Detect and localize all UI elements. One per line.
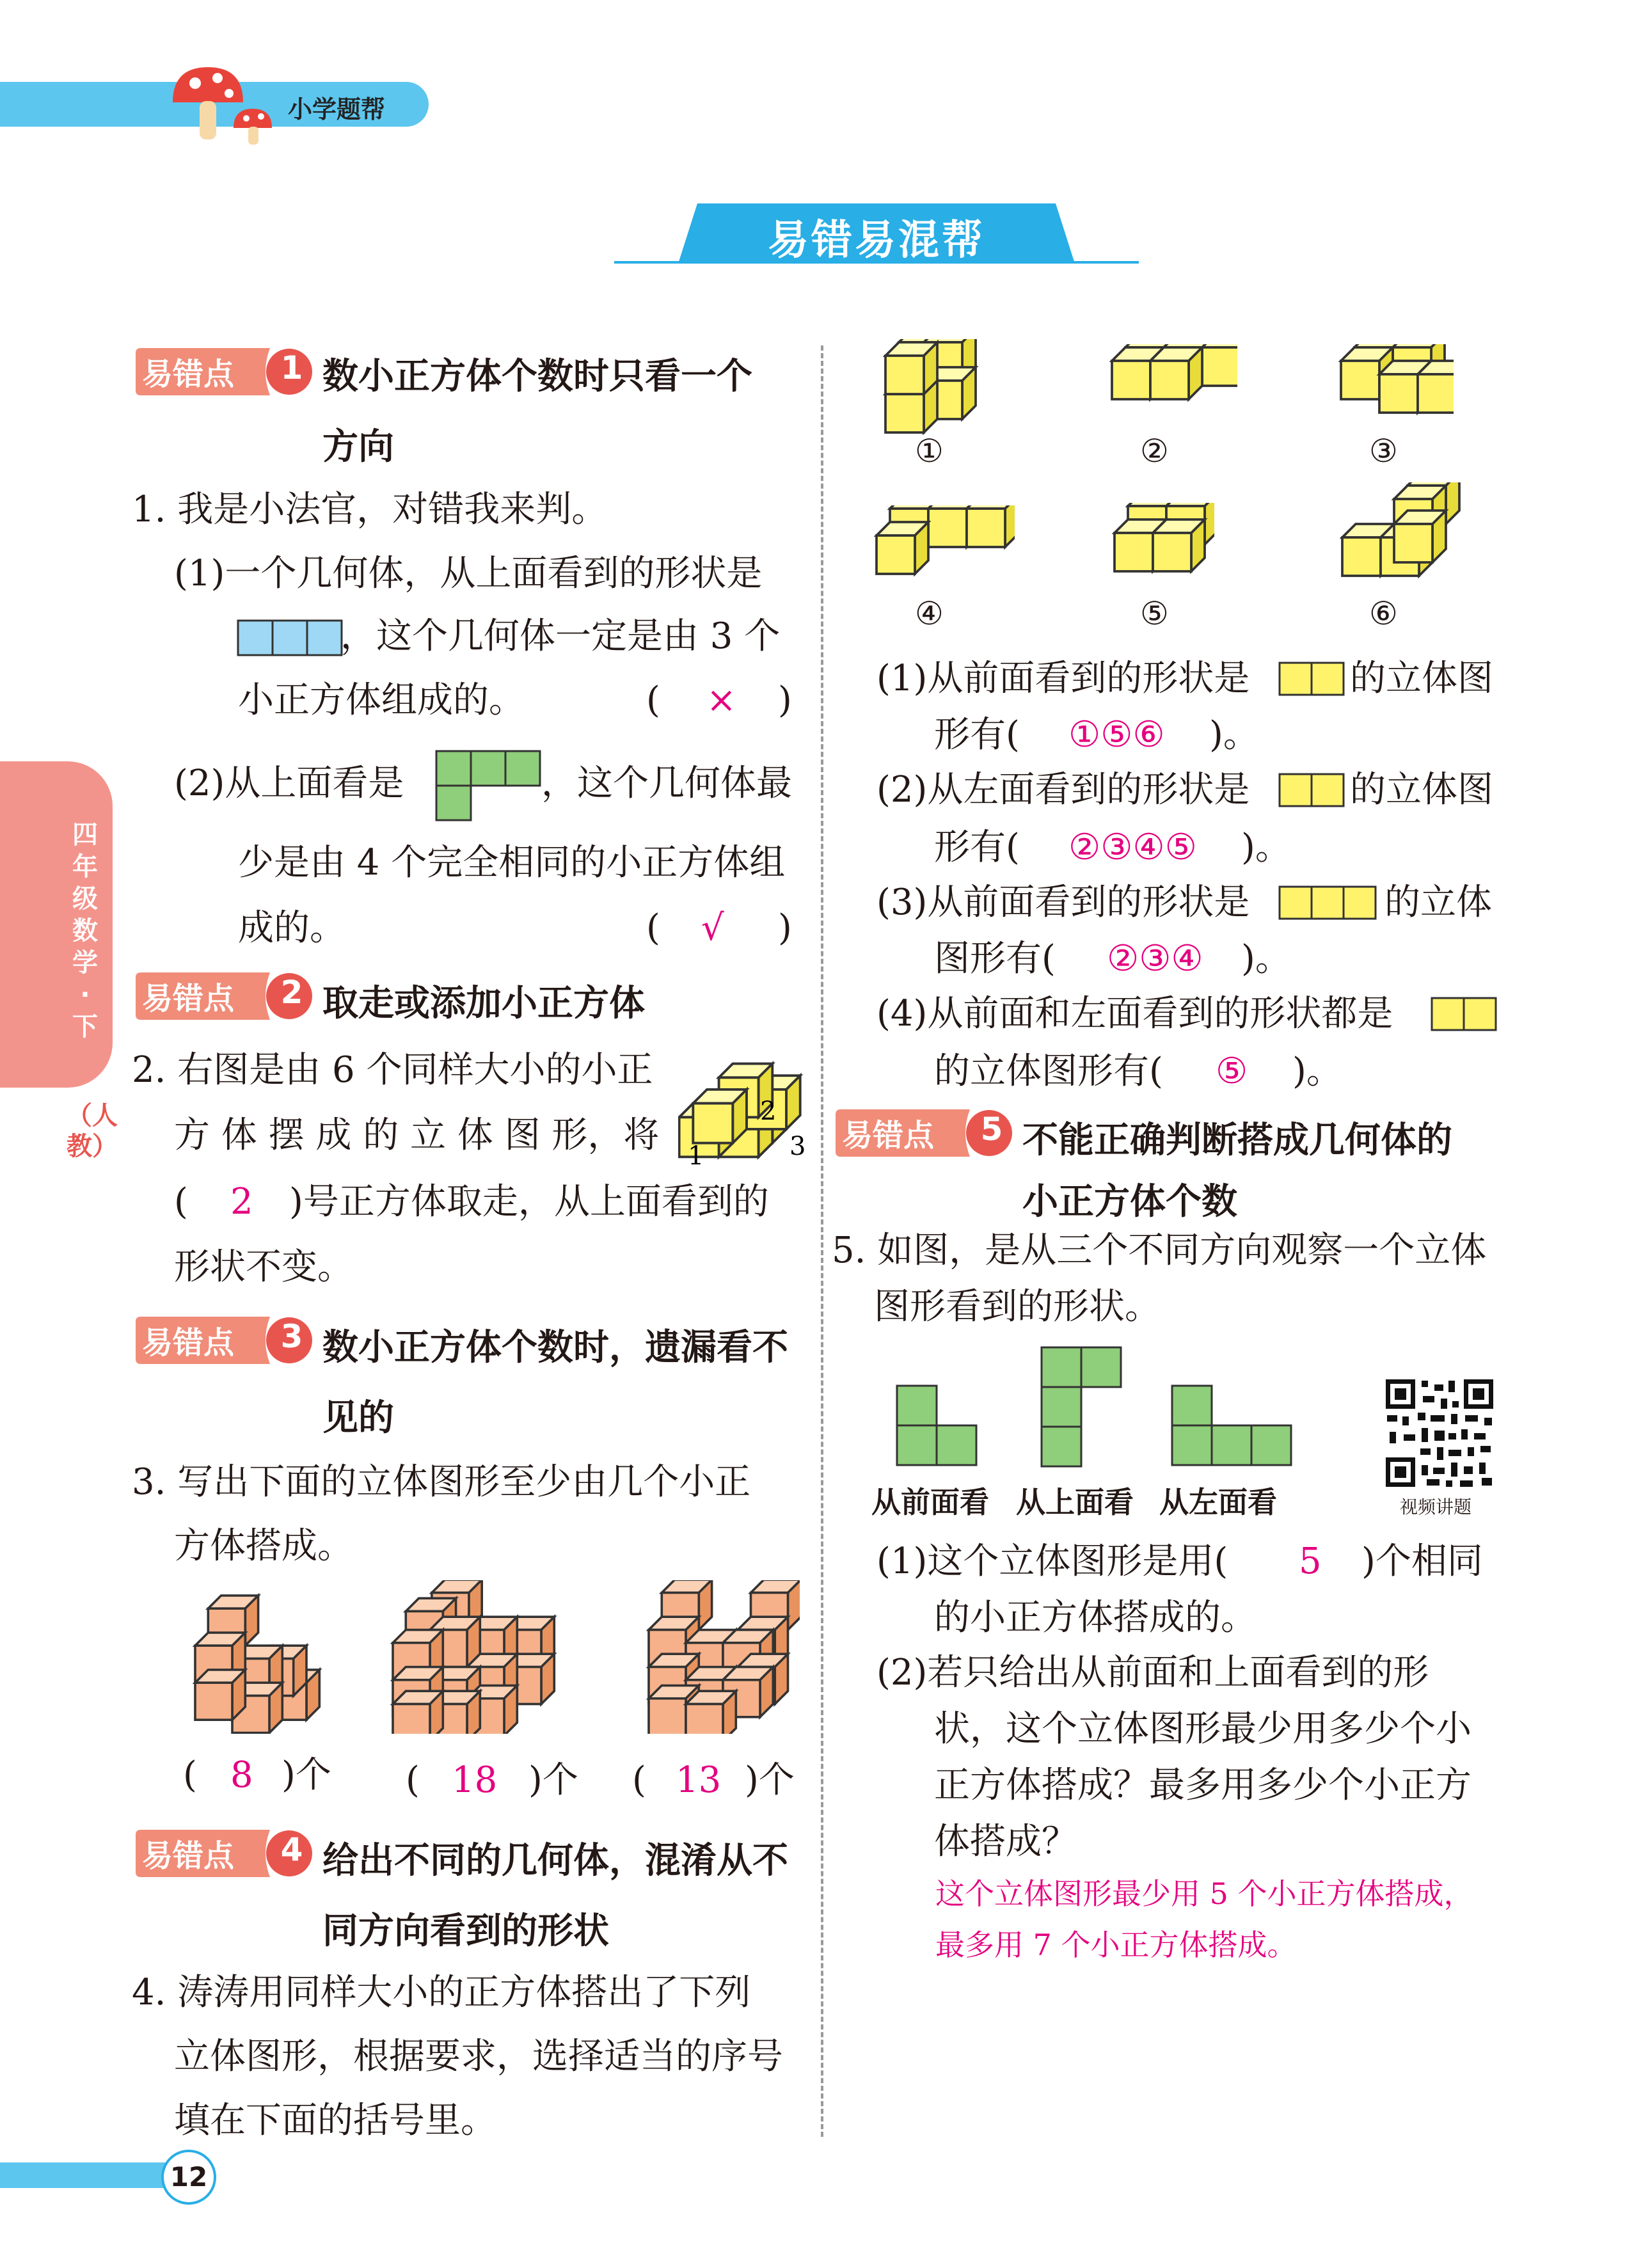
- q1-part2-answer: √: [701, 907, 724, 949]
- q5-part1-line1: (1)这个立体图形是用(: [876, 1541, 1228, 1582]
- q4-part2-line1b: 的立体图: [1350, 769, 1493, 811]
- left-view-label: 从左面看: [1159, 1485, 1277, 1519]
- open-paren: (: [183, 1754, 197, 1796]
- q5-part2-line3: 正方体搭成？最多用多少个小正方: [934, 1764, 1471, 1806]
- mushroom-icon: [160, 58, 288, 147]
- q4-part3-answer: ②③④: [1107, 938, 1203, 979]
- q1-part2-line3: 成的。: [238, 907, 345, 949]
- yellow-figure-2: [1109, 344, 1237, 421]
- question-2-line1: 2. 右图是由 6 个同样大小的小正: [132, 1049, 653, 1091]
- question-2-line3: )号正方体取走，从上面看到的: [289, 1181, 769, 1223]
- q4-part2-line2: 形有(: [934, 827, 1020, 868]
- orange-cube-figure-c: [646, 1580, 800, 1734]
- q4-part1-line2: 形有(: [934, 714, 1020, 756]
- cube-label-1: 1: [688, 1141, 704, 1171]
- figure-label-4: ④: [915, 595, 944, 632]
- q4-part1-line1b: 的立体图: [1350, 658, 1493, 699]
- q5-part2-line1: (2)若只给出从前面和上面看到的形: [876, 1652, 1429, 1693]
- q4-part3-close: )。: [1241, 938, 1291, 979]
- orange-cube-figure-a: [192, 1593, 333, 1734]
- section-title: 数小正方体个数时只看一个: [322, 356, 752, 397]
- question-2-line2: 方 体 摆 成 的 立 体 图 形，将: [174, 1114, 660, 1156]
- yellow-figure-6: [1340, 482, 1468, 578]
- two-square-icon: [1431, 997, 1498, 1033]
- unit-label: )个: [745, 1759, 795, 1801]
- section-title: 数小正方体个数时，遗漏看不: [322, 1327, 788, 1368]
- three-square-strip-icon: [237, 619, 343, 656]
- question-5-line1: 5. 如图，是从三个不同方向观察一个立体: [832, 1230, 1487, 1271]
- section-title-cont: 小正方体个数: [1022, 1181, 1237, 1223]
- cube-label-3: 3: [789, 1132, 806, 1161]
- front-view-shape: [896, 1384, 979, 1468]
- q2-answer: 2: [230, 1181, 253, 1223]
- top-view-label: 从上面看: [1016, 1485, 1134, 1519]
- front-view-label: 从前面看: [871, 1485, 989, 1519]
- q4-part3-line1: (3)从前面看到的形状是: [876, 882, 1250, 923]
- badge-text: 易错点: [842, 1118, 935, 1154]
- q4-part2-close: )。: [1241, 827, 1291, 868]
- q4-part2-answer: ②③④⑤: [1068, 827, 1197, 868]
- q4-part4-line2: 的立体图形有(: [934, 1051, 1163, 1092]
- badge-number: 2: [280, 974, 303, 1011]
- top-view-shape: [1040, 1346, 1123, 1469]
- edition-label: （人教）: [67, 1101, 118, 1161]
- section-title-cont: 见的: [322, 1397, 394, 1439]
- open-paren: (: [406, 1759, 420, 1801]
- yellow-figure-5: [1112, 503, 1214, 580]
- figure-label-1: ①: [915, 432, 944, 470]
- three-square-icon: [1278, 885, 1381, 921]
- q3-answer-a: 8: [230, 1754, 253, 1796]
- left-view-shape: [1171, 1384, 1294, 1468]
- q1-part2-line1: (2)从上面看是: [174, 763, 404, 804]
- page-title: 易错易混帮: [768, 217, 985, 264]
- question-3-line2: 方体搭成。: [174, 1525, 353, 1567]
- unit-label: )个: [528, 1759, 578, 1801]
- figure-label-3: ③: [1369, 432, 1398, 470]
- grade-label: 四年级数学·下: [72, 820, 98, 1042]
- q5-part1-line2: 的小正方体搭成的。: [934, 1597, 1257, 1638]
- q4-part4-close: )。: [1292, 1051, 1342, 1092]
- q1-part1-line3: 小正方体组成的。: [238, 679, 525, 721]
- yellow-figure-3: [1338, 344, 1454, 421]
- close-paren: ): [778, 907, 792, 949]
- q4-part3-line1b: 的立体: [1384, 882, 1492, 923]
- q4-part1-close: )。: [1209, 714, 1259, 756]
- badge-number: 3: [280, 1318, 303, 1355]
- q5-part1-answer: 5: [1299, 1541, 1322, 1582]
- badge-number: 4: [280, 1831, 303, 1868]
- close-paren: ): [778, 679, 792, 721]
- q5-answer-line2: 最多用 7 个小正方体搭成。: [935, 1928, 1297, 1962]
- question-4-line2: 立体图形，根据要求，选择适当的序号: [174, 2036, 783, 2077]
- numbered-cube-figure: [678, 1043, 806, 1171]
- q1-part1-line1: (1)一个几何体，从上面看到的形状是: [174, 553, 763, 594]
- qr-label: 视频讲题: [1400, 1496, 1472, 1518]
- q5-answer-line1: 这个立体图形最少用 5 个小正方体搭成，: [935, 1876, 1473, 1911]
- q3-answer-c: 13: [676, 1759, 722, 1801]
- q5-part2-line4: 体搭成？: [934, 1821, 1077, 1862]
- section-title: 取走或添加小正方体: [322, 983, 645, 1024]
- open-paren: (: [174, 1181, 188, 1223]
- question-5-line2: 图形看到的形状。: [874, 1286, 1161, 1328]
- q1-part2-line2: 少是由 4 个完全相同的小正方体组: [238, 842, 786, 884]
- yellow-figure-1: [883, 339, 992, 435]
- badge-text: 易错点: [142, 1325, 235, 1361]
- question-4-line3: 填在下面的括号里。: [174, 2100, 496, 2141]
- open-paren: (: [646, 679, 660, 721]
- section-title-cont: 同方向看到的形状: [322, 1910, 609, 1952]
- two-square-icon: [1278, 773, 1346, 809]
- badge-text: 易错点: [142, 981, 235, 1017]
- badge-text: 易错点: [142, 356, 235, 392]
- q3-answer-b: 18: [452, 1759, 498, 1801]
- section-title: 给出不同的几何体，混淆从不: [322, 1840, 788, 1882]
- q4-part1-answer: ①⑤⑥: [1068, 714, 1165, 756]
- q5-part1-line1b: )个相同: [1361, 1541, 1483, 1582]
- yellow-figure-4: [874, 505, 1015, 582]
- q5-part2-line2: 状，这个立体图形最少用多少个小: [934, 1708, 1471, 1750]
- figure-label-5: ⑤: [1140, 595, 1169, 632]
- open-paren: (: [632, 1759, 646, 1801]
- two-square-icon: [1278, 662, 1346, 697]
- question-2-line4: 形状不变。: [174, 1246, 353, 1288]
- q4-part4-answer: ⑤: [1216, 1051, 1248, 1092]
- figure-label-2: ②: [1140, 432, 1169, 470]
- question-4-line1: 4. 涛涛用同样大小的正方体搭出了下列: [132, 1972, 751, 2013]
- section-title: 不能正确判断搭成几何体的: [1022, 1120, 1452, 1161]
- question-3-line1: 3. 写出下面的立体图形至少由几个小正: [132, 1461, 751, 1503]
- figure-label-6: ⑥: [1369, 595, 1398, 632]
- qr-code-icon[interactable]: [1382, 1376, 1497, 1491]
- q1-part1-line2: ，这个几何体一定是由 3 个: [340, 615, 781, 657]
- cube-label-2: 2: [760, 1097, 777, 1126]
- badge-number: 1: [280, 349, 303, 386]
- column-divider: [821, 345, 823, 2137]
- header-label: 小学题帮: [288, 95, 386, 123]
- q4-part3-line2: 图形有(: [934, 938, 1056, 979]
- section-title-cont: 方向: [322, 426, 394, 468]
- question-1: 1. 我是小法官，对错我来判。: [132, 489, 608, 530]
- orange-cube-figure-b: [390, 1580, 582, 1734]
- q4-part2-line1: (2)从左面看到的形状是: [876, 769, 1250, 811]
- q1-part1-answer: ×: [706, 679, 736, 721]
- unit-label: )个: [282, 1754, 331, 1796]
- badge-number: 5: [980, 1111, 1003, 1148]
- open-paren: (: [646, 907, 660, 949]
- q4-part1-line1: (1)从前面看到的形状是: [876, 658, 1250, 699]
- q1-part2-line1b: ，这个几何体最: [541, 763, 792, 804]
- l-shape-green-icon: [435, 750, 544, 824]
- page-number: 12: [161, 2150, 216, 2205]
- q4-part4-line1: (4)从前面和左面看到的形状都是: [876, 993, 1393, 1035]
- badge-text: 易错点: [142, 1838, 235, 1874]
